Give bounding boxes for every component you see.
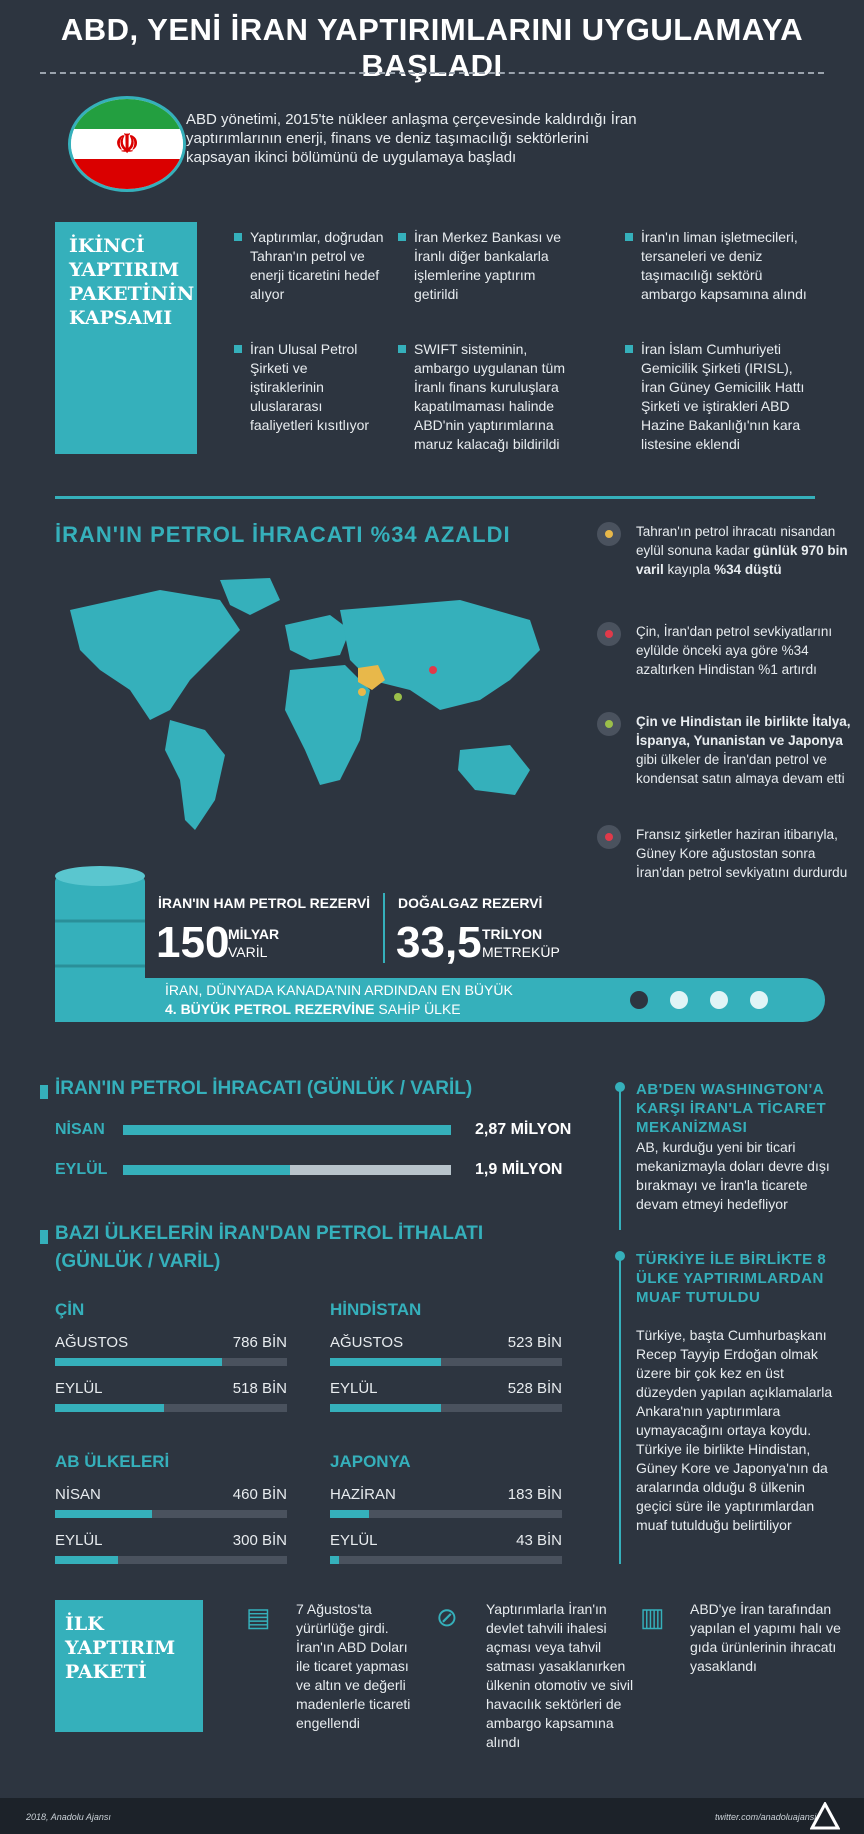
north-america — [70, 590, 240, 720]
export-bar — [123, 1165, 290, 1175]
pager-dot — [750, 991, 768, 1009]
bullet — [234, 233, 242, 241]
note-marker-icon — [597, 712, 621, 736]
divider — [383, 893, 385, 963]
side-body-turkey: Türkiye, başta Cumhurbaşkanı Recep Tayyip Erdoğan olmak üzere bir çok kez en üst düzeyden yapılan açıklamalarla Ankara'nın yaptırımlara uymayacağını ortaya koydu. Türkiye ile birlikte Hindistan, Güney Kore ve Japonya'nın da aralarında olduğu 8 ülkenin geçici süre ile yaptırımlardan muaf tutulduğu belirtiliyor — [636, 1327, 833, 1533]
gold-bars-icon: ▤ — [246, 1602, 271, 1632]
package2-item — [234, 228, 384, 304]
import-bar — [330, 1556, 339, 1564]
side-line — [619, 1085, 621, 1230]
import-value: 43 BİN — [516, 1532, 562, 1549]
note-marker-icon — [597, 522, 621, 546]
import-bar — [330, 1404, 441, 1412]
gas-unit1: TRİLYON — [482, 926, 543, 942]
export-label: EYLÜL — [55, 1161, 108, 1178]
package1-item-text: Yaptırımlarla İran'ın devlet tahvili ihalesi açması veya tahvil satması yasaklanırken ülkenin otomotiv ve sivil havacılık sektörleri de ambargo kapsamına alındı — [486, 1601, 634, 1750]
side-head-eu: AB'DEN WASHINGTON'A KARŞI İRAN'LA TİCARET MEKANİZMASI — [636, 1081, 827, 1136]
footer-left: 2018, Anadolu Ajansı — [26, 1812, 111, 1822]
greenland — [220, 578, 280, 615]
note-marker-icon — [597, 622, 621, 646]
note-text: Fransız şirketler haziran itibarıyla, Güney Kore ağustostan sonra İran'dan petrol sevkiyatını durdurdu — [636, 827, 848, 880]
australia — [458, 745, 530, 795]
panel-line2: 4. BÜYÜK PETROL REZERVİNE SAHİP ÜLKE — [165, 1001, 461, 1017]
pallet-boxes-icon: ▥ — [640, 1602, 665, 1632]
divider — [40, 72, 824, 74]
import-country: HİNDİSTAN — [330, 1300, 422, 1319]
package2-item-text: İran Ulusal Petrol Şirketi ve iştiraklerinin uluslararası faaliyetleri kısıtlıyor — [250, 341, 370, 433]
package2-item — [398, 340, 583, 454]
oil-heading: İRAN'IN PETROL İHRACATI %34 AZALDI — [55, 522, 511, 547]
import-period: HAZİRAN — [330, 1486, 396, 1503]
reserve-value: 150 — [156, 918, 230, 967]
intro-text: ABD yönetimi, 2015'te nükleer anlaşma çerçevesinde kaldırdığı İran yaptırımlarının enerji, finans ve deniz taşımacılığı sektörlerini kapsayan ikinci bölümünü de uygulamaya başladı — [186, 111, 637, 166]
prohibited-icon: ⊘ — [436, 1602, 458, 1632]
bullet — [234, 345, 242, 353]
package2-item-text: İran Merkez Bankası ve İranlı diğer bankalarla işlemlerine yaptırım getirildi — [414, 229, 562, 302]
oil-note — [636, 522, 856, 579]
footer-right: twitter.com/anadoluajansi — [715, 1812, 817, 1822]
note-text: gibi ülkeler de İran'dan petrol ve kondensat satın almaya devam etti — [636, 752, 845, 786]
package1-item-text: ABD'ye İran tarafından yapılan el yapımı halı ve gıda ürünlerinin ihracatı yasaklandı — [690, 1601, 841, 1674]
reserve-unit2: VARİL — [228, 944, 268, 960]
panel-line1: İRAN, DÜNYADA KANADA'NIN ARDINDAN EN BÜYÜK — [165, 982, 513, 998]
import-bar — [55, 1358, 222, 1366]
import-period: AĞUSTOS — [55, 1334, 129, 1351]
package2-label: İKİNCİ YAPTIRIM PAKETİNİN KAPSAMI — [55, 222, 197, 454]
world-map — [40, 570, 560, 840]
side-body-eu: AB, kurduğu yeni bir ticari mekanizmayla doları devre dışı bırakmayı ve İran'la ticarete devam etmeyi hedefliyor — [636, 1139, 830, 1212]
import-period: EYLÜL — [55, 1380, 103, 1397]
package2-item-text: SWIFT sisteminin, ambargo uygulanan tüm İranlı finans kuruluşlara kapatılmaması halinde ABD'nin yaptırımlarına maruz kalacağı bildirildi — [414, 341, 565, 452]
import-country: AB ÜLKELERİ — [55, 1452, 170, 1471]
divider — [55, 496, 815, 499]
import-value: 300 BİN — [232, 1532, 287, 1549]
import-bar — [330, 1510, 369, 1518]
import-bar — [330, 1358, 441, 1366]
export-bar — [123, 1125, 451, 1135]
export-label: NİSAN — [55, 1121, 105, 1138]
bullet — [40, 1230, 48, 1244]
aa-logo-icon — [810, 1802, 840, 1830]
package2-item-text: İran'ın liman işletmecileri, tersaneleri ve deniz taşımacılığı sektörü ambargo kapsamına alındı — [641, 229, 807, 302]
pager-dot — [710, 991, 728, 1009]
export-value: 2,87 MİLYON — [475, 1121, 572, 1138]
africa — [285, 665, 370, 785]
import-period: EYLÜL — [55, 1532, 103, 1549]
import-period: EYLÜL — [330, 1532, 378, 1549]
import-value: 523 BİN — [507, 1334, 562, 1351]
import-value: 528 BİN — [507, 1380, 562, 1397]
note-text: %34 düştü — [714, 562, 782, 577]
south-america — [165, 720, 225, 830]
package2-item-text: İran İslam Cumhuriyeti Gemicilik Şirketi (IRISL), İran Güney Gemicilik Hattı Şirketi ve iştirakleri ABD Hazine Bakanlığı'nın kara listesine eklendi — [641, 341, 805, 452]
map-marker — [358, 688, 366, 696]
bullet — [398, 233, 406, 241]
asia — [340, 600, 540, 710]
import-value: 460 BİN — [232, 1486, 287, 1503]
import-period: AĞUSTOS — [330, 1334, 404, 1351]
import-country: JAPONYA — [330, 1452, 411, 1471]
note-text: Çin, İran'dan petrol sevkiyatlarını eylülde önceki aya göre %34 azaltırken Hindistan %1 artırdı — [636, 624, 833, 677]
side-head-turkey: TÜRKİYE İLE BİRLİKTE 8 ÜLKE YAPTIRIMLARDAN MUAF TUTULDU — [636, 1251, 827, 1306]
gas-value: 33,5 — [396, 918, 482, 967]
bullet — [40, 1085, 48, 1099]
note-text: günlük 970 bin varil — [636, 543, 848, 577]
oil-note — [636, 825, 856, 882]
exports-heading: İRAN'IN PETROL İHRACATI (GÜNLÜK / VARİL) — [55, 1078, 473, 1099]
oil-note — [636, 622, 856, 679]
package2-item — [234, 340, 384, 435]
europe — [285, 615, 350, 660]
note-text: Çin ve Hindistan ile birlikte İtalya, İspanya, Yunanistan ve Japonya — [636, 714, 851, 748]
import-value: 786 BİN — [232, 1334, 287, 1351]
imports-heading: BAZI ÜLKELERİN İRAN'DAN PETROL İTHALATI — [55, 1223, 484, 1244]
package1-label: İLK YAPTIRIM PAKETİ — [55, 1600, 203, 1732]
package2-item — [625, 340, 820, 454]
oil-note — [636, 712, 856, 788]
package2-item-text: Yaptırımlar, doğrudan Tahran'ın petrol ve enerji ticaretini hedef alıyor — [250, 229, 384, 302]
pager-dot — [630, 991, 648, 1009]
note-marker-icon — [597, 825, 621, 849]
map-marker — [394, 693, 402, 701]
import-bar-track — [330, 1556, 562, 1564]
import-value: 183 BİN — [507, 1486, 562, 1503]
note-text: kayıpla — [663, 562, 715, 577]
package2-item — [625, 228, 810, 304]
note-text: Tahran'ın petrol ihracatı nisandan eylül sonuna kadar — [636, 524, 836, 558]
import-bar — [55, 1556, 118, 1564]
reserve-unit1: MİLYAR — [228, 926, 280, 942]
gas-unit2: METREKÜP — [482, 944, 560, 960]
import-bar — [55, 1510, 152, 1518]
package2-item — [398, 228, 568, 304]
map-marker — [429, 666, 437, 674]
pager-dot — [670, 991, 688, 1009]
imports-subheading: (GÜNLÜK / VARİL) — [55, 1251, 221, 1272]
import-period: NİSAN — [55, 1486, 101, 1503]
side-dot — [615, 1082, 625, 1092]
import-country: ÇİN — [55, 1300, 85, 1319]
gas-label: DOĞALGAZ REZERVİ — [398, 895, 543, 911]
import-bar — [55, 1404, 164, 1412]
iran-flag-icon: ☫ — [68, 96, 186, 192]
import-value: 518 BİN — [232, 1380, 287, 1397]
page-title: ABD, YENİ İRAN YAPTIRIMLARINI UYGULAMAYA BAŞLADI — [60, 12, 804, 83]
bullet — [625, 233, 633, 241]
export-value: 1,9 MİLYON — [475, 1161, 563, 1178]
side-line — [619, 1254, 621, 1564]
reserve-label: İRAN'IN HAM PETROL REZERVİ — [158, 895, 371, 911]
package1-item-text: 7 Ağustos'ta yürürlüğe girdi. İran'ın ABD Doları ile ticaret yapması ve altın ve değerli madenlerle ticareti engellendi — [296, 1601, 411, 1731]
bullet — [398, 345, 406, 353]
import-period: EYLÜL — [330, 1380, 378, 1397]
side-dot — [615, 1251, 625, 1261]
bullet — [625, 345, 633, 353]
